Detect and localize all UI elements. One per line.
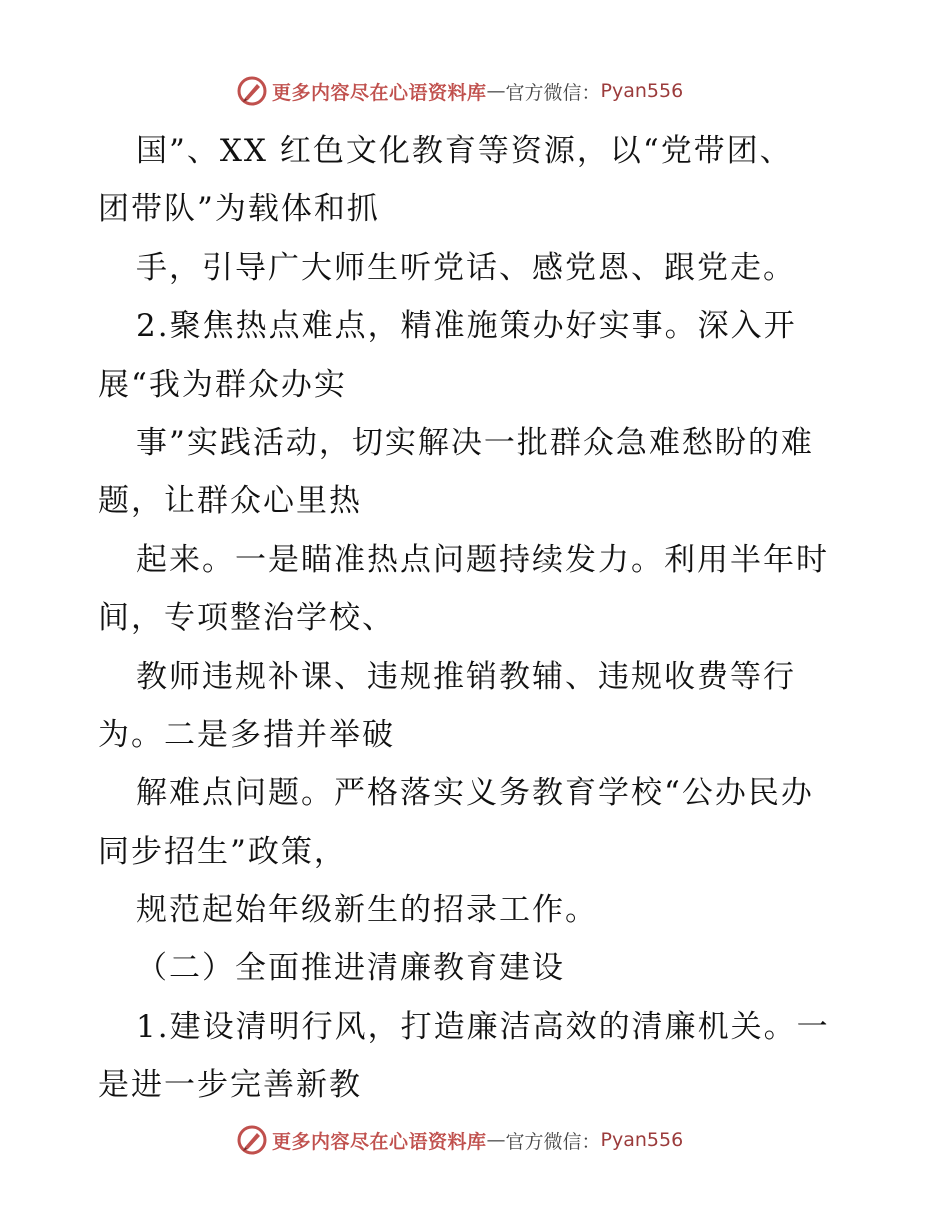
- text-line: 为。二是多措并举破: [98, 716, 395, 753]
- text-line: 国”、XX 红色文化教育等资源，以“党带团、: [136, 133, 793, 169]
- text-line: 同步招生”政策，: [98, 833, 347, 870]
- header-watermark: [236, 73, 683, 109]
- watermark-site-name: 更多内容尽在心语资料库: [272, 81, 487, 104]
- text-line: 起来。一是瞄准热点问题持续发力。利用半年时: [136, 541, 829, 578]
- section-heading: （二）全面推进清廉教育建设: [136, 950, 565, 987]
- watermark-wechat-label: 官方微信：: [505, 1130, 601, 1153]
- watermark-site-name: 更多内容尽在心语资料库: [272, 1130, 487, 1153]
- watermark-dash: —: [486, 1129, 506, 1151]
- watermark-wechat-id: Pyan556: [600, 1129, 684, 1151]
- watermark-wechat-label: 官方微信：: [505, 81, 601, 104]
- text-line: 解难点问题。严格落实义务教育学校“公办民办: [136, 775, 814, 812]
- watermark-wechat-id: Pyan556: [600, 80, 684, 102]
- pen-logo-icon: [236, 1124, 268, 1156]
- pen-logo-icon: [236, 75, 268, 107]
- text-line: 是进一步完善新教: [98, 1067, 362, 1104]
- text-line: 1.建设清明行风，打造廉洁高效的清廉机关。一: [136, 1008, 830, 1045]
- document-body: [98, 122, 858, 1115]
- text-line: 规范起始年级新生的招录工作。: [136, 892, 598, 929]
- watermark-dash: —: [486, 80, 506, 102]
- text-line: 间，专项整治学校、: [98, 600, 395, 637]
- text-line: 团带队”为载体和抓: [98, 191, 380, 228]
- text-line: 教师违规补课、违规推销教辅、违规收费等行: [136, 658, 796, 695]
- text-line: 事”实践活动，切实解决一批群众急难愁盼的难: [136, 424, 814, 461]
- text-line: 题，让群众心里热: [98, 483, 362, 520]
- text-line: 展“我为群众办实: [98, 366, 347, 403]
- footer-watermark: [236, 1122, 683, 1158]
- text-line: 2.聚焦热点难点，精准施策办好实事。深入开: [136, 308, 797, 345]
- text-line: 手，引导广大师生听党话、感党恩、跟党走。: [136, 249, 796, 286]
